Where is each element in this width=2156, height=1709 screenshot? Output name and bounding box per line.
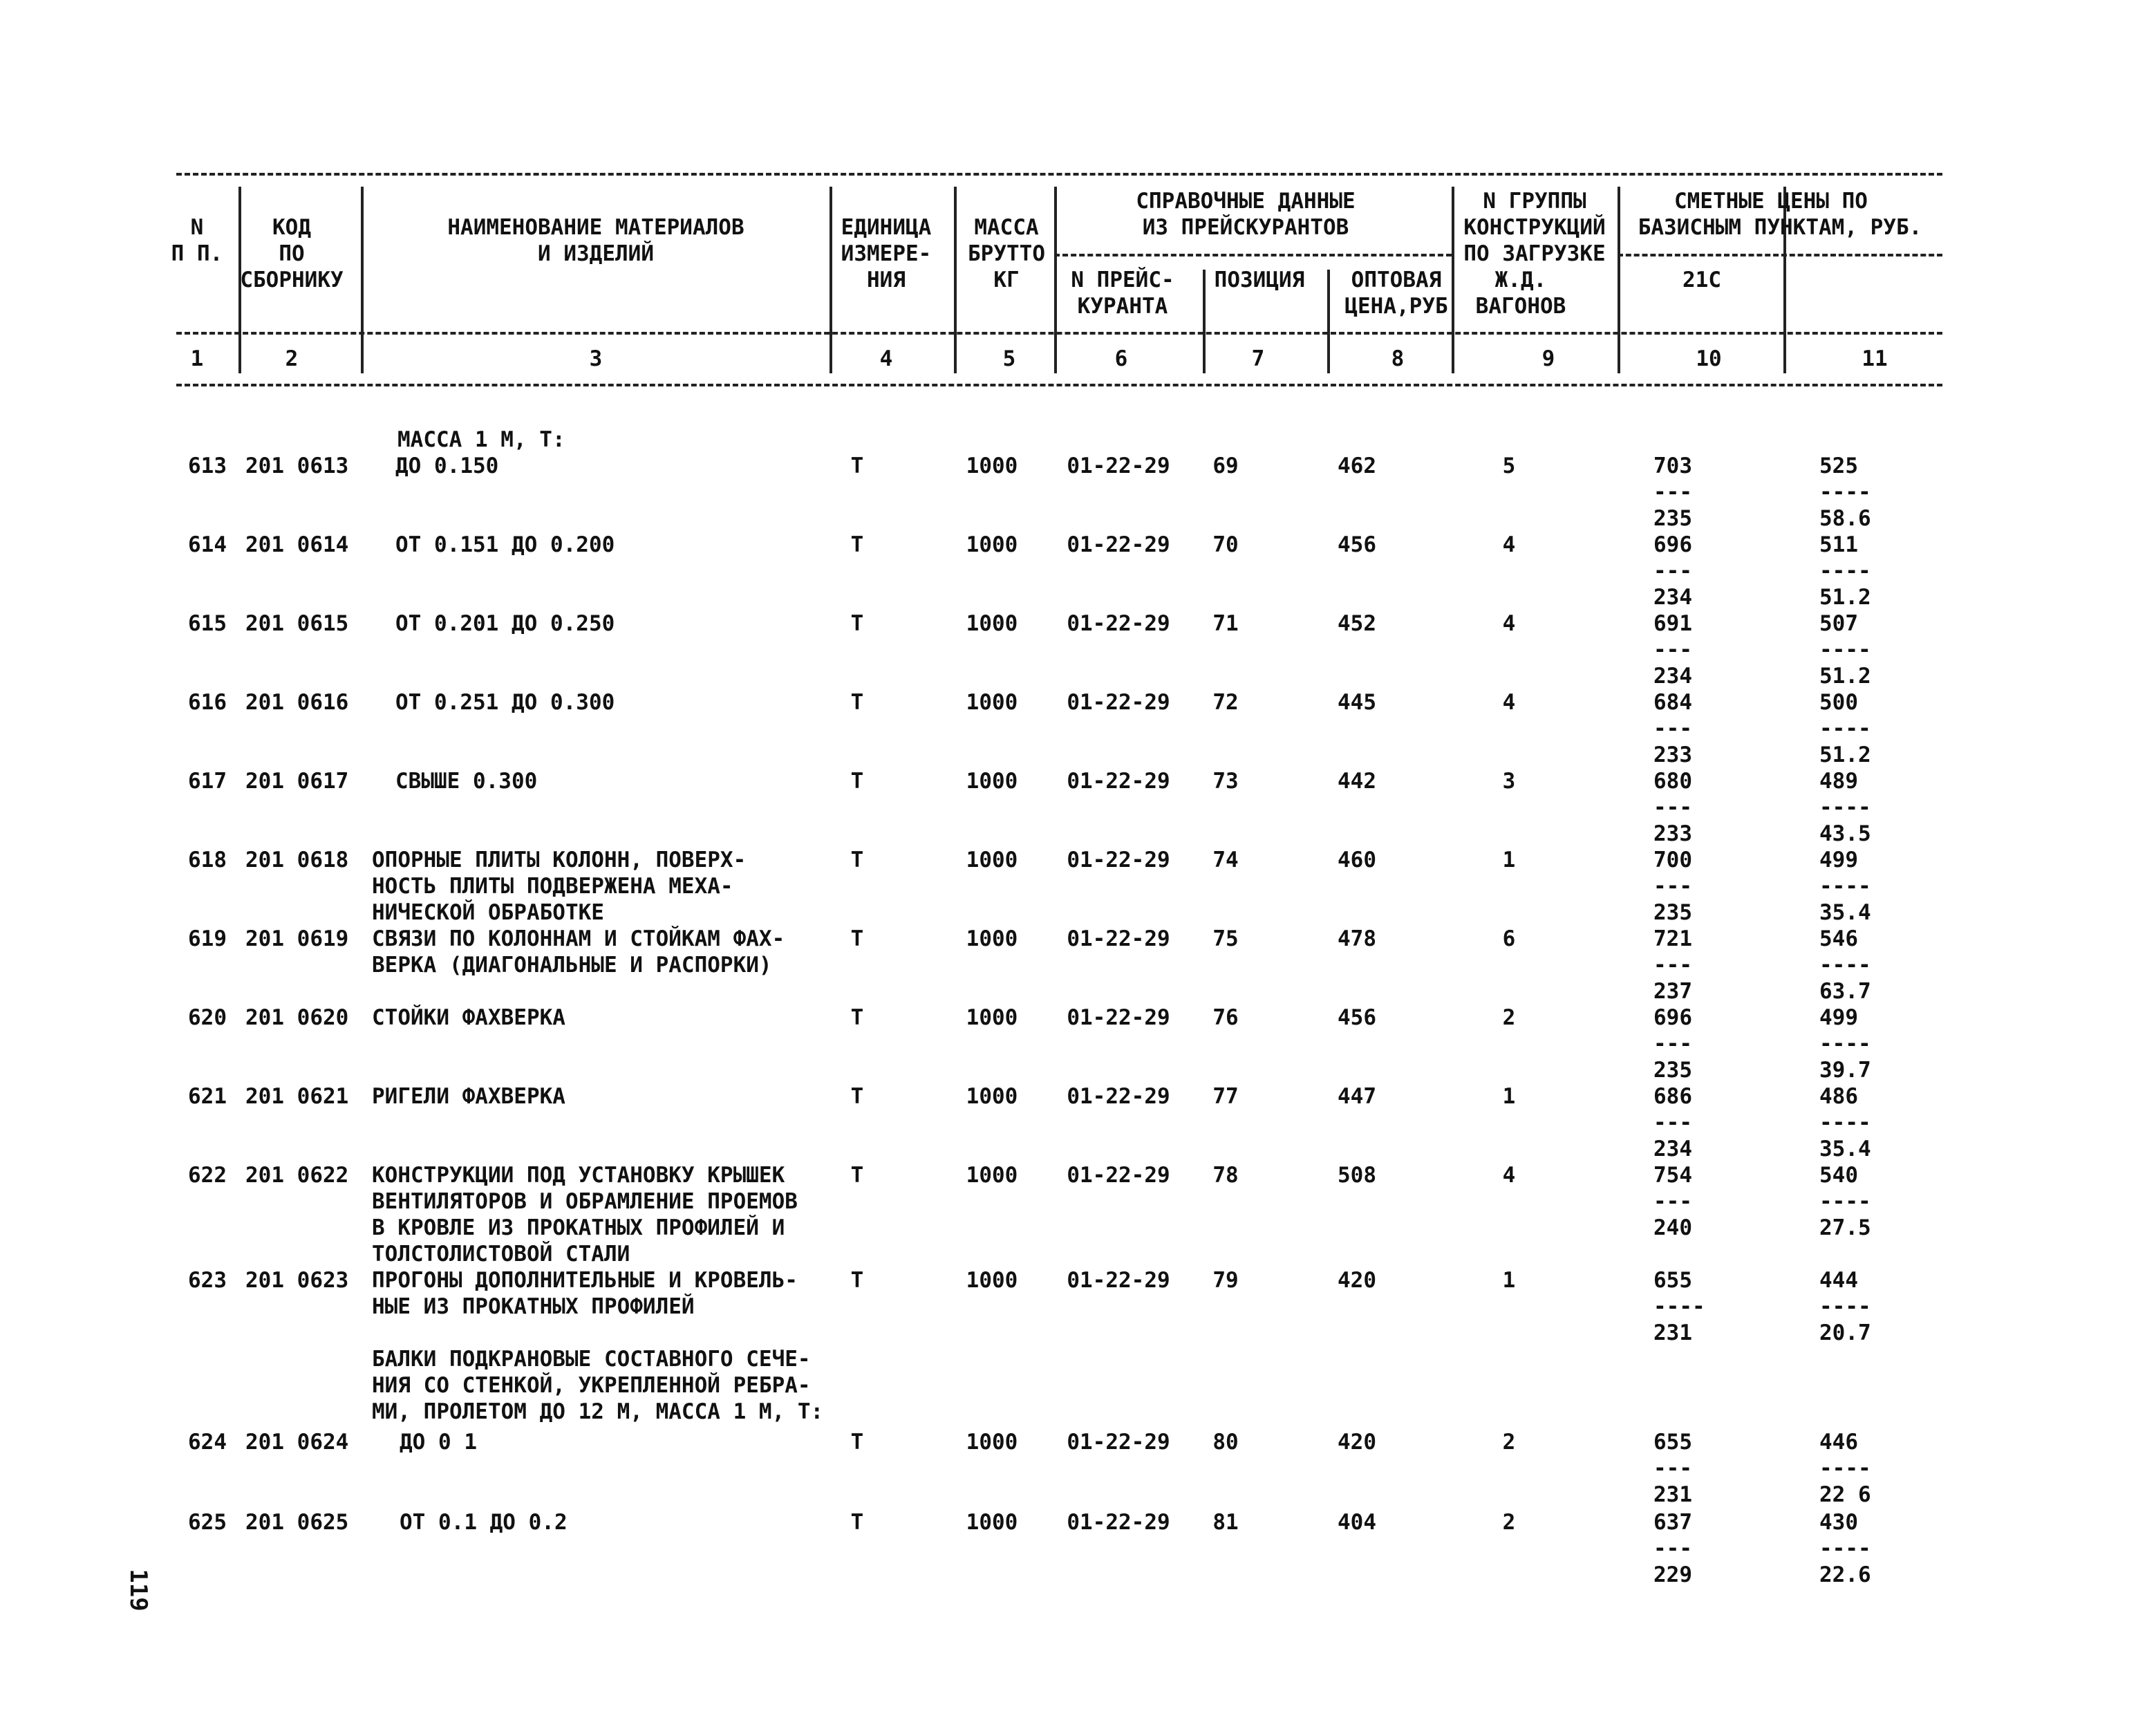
row-pricelist: 01-22-29	[1067, 1005, 1170, 1030]
row-c11-dash: ----	[1819, 480, 1871, 505]
row-name-line: НЫЕ ИЗ ПРОКАТНЫХ ПРОФИЛЕЙ	[372, 1294, 695, 1319]
header-group-smetnye-line: СМЕТНЫЕ ЦЕНЫ ПО	[1674, 189, 1868, 214]
row-position: 73	[1212, 769, 1239, 794]
row-position: 79	[1212, 1268, 1239, 1293]
row-c11-dash: ----	[1819, 795, 1871, 820]
row-c11-dash: ----	[1819, 874, 1871, 899]
row-c10-bottom: 235	[1653, 900, 1692, 925]
row-name-line: ОТ 0.151 ДО 0.200	[395, 532, 615, 557]
row-c10-bottom: 233	[1653, 743, 1692, 767]
row-c11-bottom: 22 6	[1819, 1482, 1871, 1507]
row-c11-dash: ----	[1819, 953, 1871, 978]
row-wholesale-price: 404	[1338, 1510, 1376, 1535]
row-unit: Т	[850, 926, 864, 951]
row-c11-dash: ----	[1819, 1110, 1871, 1135]
row-mass: 1000	[966, 926, 1018, 951]
table-column-divider	[1203, 270, 1206, 373]
row-c11-dash: ----	[1819, 559, 1871, 583]
row-unit: Т	[850, 1163, 864, 1188]
header-column-number: 4	[879, 346, 893, 371]
row-c11-dash: ----	[1819, 716, 1871, 741]
row-c11-top: 500	[1819, 690, 1858, 715]
row-position: 76	[1212, 1005, 1239, 1030]
header-column-number: 7	[1251, 346, 1265, 371]
row-number: 616	[188, 690, 227, 715]
row-c10-bottom: 234	[1653, 585, 1692, 610]
row-name-line: СВЫШЕ 0.300	[395, 769, 538, 794]
row-position: 77	[1212, 1084, 1239, 1109]
row-c10-dash: ---	[1653, 480, 1692, 505]
row-number: 622	[188, 1163, 227, 1188]
section-heading: МАССА 1 М, Т:	[397, 427, 565, 452]
row-c11-bottom: 35.4	[1819, 1137, 1871, 1161]
row-c11-dash: ----	[1819, 637, 1871, 662]
row-unit: Т	[850, 1430, 864, 1455]
row-c10-dash: ---	[1653, 953, 1692, 978]
section-heading: НИЯ СО СТЕНКОЙ, УКРЕПЛЕННОЙ РЕБРА-	[372, 1373, 811, 1398]
header-col1-line: П П.	[171, 241, 223, 266]
row-c11-top: 540	[1819, 1163, 1858, 1188]
header-group-spravochnye-line: ИЗ ПРЕЙСКУРАНТОВ	[1142, 215, 1349, 240]
row-c10-bottom: 233	[1653, 821, 1692, 846]
row-mass: 1000	[966, 532, 1018, 557]
row-number: 620	[188, 1005, 227, 1030]
row-unit: Т	[850, 1084, 864, 1109]
row-code: 201 0617	[245, 769, 349, 794]
row-code: 201 0618	[245, 848, 349, 872]
row-number: 623	[188, 1268, 227, 1293]
row-group: 4	[1502, 611, 1516, 636]
header-column-number: 9	[1541, 346, 1555, 371]
row-c10-top: 691	[1653, 611, 1692, 636]
row-c10-bottom: 235	[1653, 506, 1692, 531]
row-pricelist: 01-22-29	[1067, 1510, 1170, 1535]
row-name-line: ОТ 0.251 ДО 0.300	[395, 690, 615, 715]
header-col5-line: МАССА	[974, 215, 1039, 240]
row-group: 1	[1502, 1084, 1516, 1109]
row-c10-top: 703	[1653, 454, 1692, 478]
row-name-line: ОТ 0.1 ДО 0.2	[400, 1510, 568, 1535]
row-code: 201 0616	[245, 690, 349, 715]
header-col4-line: ИЗМЕРЕ-	[841, 241, 932, 266]
row-c11-bottom: 63.7	[1819, 979, 1871, 1004]
row-c10-top: 684	[1653, 690, 1692, 715]
row-mass: 1000	[966, 1268, 1018, 1293]
row-wholesale-price: 456	[1338, 1005, 1376, 1030]
row-number: 619	[188, 926, 227, 951]
row-c11-dash: ----	[1819, 1294, 1871, 1319]
row-mass: 1000	[966, 1163, 1018, 1188]
row-c11-bottom: 22.6	[1819, 1562, 1871, 1587]
row-c11-top: 511	[1819, 532, 1858, 557]
header-col3-line: И ИЗДЕЛИЙ	[538, 241, 654, 266]
header-column-number: 5	[1002, 346, 1016, 371]
row-c10-bottom: 240	[1653, 1215, 1692, 1240]
row-group: 5	[1502, 454, 1516, 478]
row-c11-dash: ----	[1819, 1031, 1871, 1056]
row-c11-bottom: 39.7	[1819, 1058, 1871, 1083]
row-mass: 1000	[966, 611, 1018, 636]
header-group-rule	[1054, 254, 1452, 256]
table-column-divider	[954, 187, 957, 373]
header-col9-line: ВАГОНОВ	[1475, 294, 1566, 319]
row-c10-bottom: 237	[1653, 979, 1692, 1004]
header-col9-line: N ГРУППЫ	[1483, 189, 1586, 214]
row-position: 75	[1212, 926, 1239, 951]
row-code: 201 0619	[245, 926, 349, 951]
row-name-line: ОТ 0.201 ДО 0.250	[395, 611, 615, 636]
row-c11-top: 499	[1819, 1005, 1858, 1030]
header-group-smetnye-line: БАЗИСНЫМ ПУНКТАМ, РУБ.	[1638, 215, 1922, 240]
row-mass: 1000	[966, 454, 1018, 478]
row-unit: Т	[850, 611, 864, 636]
row-pricelist: 01-22-29	[1067, 532, 1170, 557]
header-top-rule	[176, 173, 1942, 176]
row-c10-dash: ----	[1653, 1294, 1705, 1319]
row-group: 2	[1502, 1510, 1516, 1535]
table-column-divider	[1452, 187, 1454, 373]
row-code: 201 0623	[245, 1268, 349, 1293]
row-c11-dash: ----	[1819, 1189, 1871, 1214]
row-unit: Т	[850, 769, 864, 794]
header-col4-line: НИЯ	[867, 268, 906, 292]
row-c10-dash: ---	[1653, 716, 1692, 741]
row-mass: 1000	[966, 1510, 1018, 1535]
row-wholesale-price: 420	[1338, 1430, 1376, 1455]
row-number: 615	[188, 611, 227, 636]
table-column-divider	[1618, 187, 1620, 373]
row-c11-bottom: 43.5	[1819, 821, 1871, 846]
table-column-divider	[1054, 187, 1057, 373]
row-wholesale-price: 478	[1338, 926, 1376, 951]
row-c10-dash: ---	[1653, 637, 1692, 662]
row-c10-dash: ---	[1653, 1456, 1692, 1481]
header-col3-line: НАИМЕНОВАНИЕ МАТЕРИАЛОВ	[447, 215, 744, 240]
header-col4-line: ЕДИНИЦА	[841, 215, 932, 240]
header-col8-line: ОПТОВАЯ	[1351, 268, 1442, 292]
row-unit: Т	[850, 1510, 864, 1535]
row-mass: 1000	[966, 848, 1018, 872]
row-c11-bottom: 51.2	[1819, 743, 1871, 767]
row-name-line: СВЯЗИ ПО КОЛОННАМ И СТОЙКАМ ФАХ-	[372, 926, 785, 951]
row-c11-bottom: 58.6	[1819, 506, 1871, 531]
row-mass: 1000	[966, 1084, 1018, 1109]
header-column-number: 10	[1696, 346, 1722, 371]
header-col9-line: ПО ЗАГРУЗКЕ	[1463, 241, 1606, 266]
row-number: 618	[188, 848, 227, 872]
row-position: 69	[1212, 454, 1239, 478]
header-column-number: 8	[1391, 346, 1405, 371]
row-name-line: КОНСТРУКЦИИ ПОД УСТАНОВКУ КРЫШЕК	[372, 1163, 785, 1188]
row-c10-dash: ---	[1653, 559, 1692, 583]
row-name-line: НОСТЬ ПЛИТЫ ПОДВЕРЖЕНА МЕХА-	[372, 874, 733, 899]
header-column-number: 11	[1862, 346, 1888, 371]
header-col5-line: БРУТТО	[968, 241, 1045, 266]
row-c11-top: 430	[1819, 1510, 1858, 1535]
row-group: 4	[1502, 532, 1516, 557]
row-pricelist: 01-22-29	[1067, 1268, 1170, 1293]
row-c10-dash: ---	[1653, 1189, 1692, 1214]
row-wholesale-price: 420	[1338, 1268, 1376, 1293]
row-name-line: СТОЙКИ ФАХВЕРКА	[372, 1005, 565, 1030]
row-unit: Т	[850, 454, 864, 478]
row-c11-bottom: 51.2	[1819, 664, 1871, 689]
table-column-divider	[1327, 270, 1330, 373]
row-code: 201 0613	[245, 454, 349, 478]
row-position: 80	[1212, 1430, 1239, 1455]
table-column-divider	[361, 187, 364, 373]
row-group: 4	[1502, 690, 1516, 715]
row-code: 201 0615	[245, 611, 349, 636]
row-c10-bottom: 234	[1653, 664, 1692, 689]
page-number: 119	[124, 1569, 152, 1612]
row-unit: Т	[850, 848, 864, 872]
row-c10-bottom: 229	[1653, 1562, 1692, 1587]
row-c11-top: 486	[1819, 1084, 1858, 1109]
row-c10-bottom: 234	[1653, 1137, 1692, 1161]
header-col9-line: КОНСТРУКЦИЙ	[1463, 215, 1606, 240]
header-group-spravochnye-line: СПРАВОЧНЫЕ ДАННЫЕ	[1136, 189, 1356, 214]
row-wholesale-price: 508	[1338, 1163, 1376, 1188]
row-position: 71	[1212, 611, 1239, 636]
row-c10-top: 696	[1653, 532, 1692, 557]
row-c11-top: 446	[1819, 1430, 1858, 1455]
row-c11-bottom: 51.2	[1819, 585, 1871, 610]
row-code: 201 0625	[245, 1510, 349, 1535]
row-c10-top: 680	[1653, 769, 1692, 794]
row-name-line: НИЧЕСКОЙ ОБРАБОТКЕ	[372, 900, 604, 925]
row-c11-bottom: 35.4	[1819, 900, 1871, 925]
row-c10-bottom: 231	[1653, 1320, 1692, 1345]
row-number: 614	[188, 532, 227, 557]
row-unit: Т	[850, 690, 864, 715]
row-c11-top: 489	[1819, 769, 1858, 794]
row-c10-dash: ---	[1653, 795, 1692, 820]
row-number: 613	[188, 454, 227, 478]
row-pricelist: 01-22-29	[1067, 848, 1170, 872]
row-name-line: ПРОГОНЫ ДОПОЛНИТЕЛЬНЫЕ И КРОВЕЛЬ-	[372, 1268, 798, 1293]
row-name-line: ВЕРКА (ДИАГОНАЛЬНЫЕ И РАСПОРКИ)	[372, 953, 772, 978]
row-group: 2	[1502, 1430, 1516, 1455]
header-col6-line: N ПРЕЙС-	[1071, 268, 1174, 292]
header-col2-line: КОД	[272, 215, 311, 240]
row-pricelist: 01-22-29	[1067, 1163, 1170, 1188]
row-c10-top: 637	[1653, 1510, 1692, 1535]
row-c10-dash: ---	[1653, 1536, 1692, 1561]
row-c11-bottom: 27.5	[1819, 1215, 1871, 1240]
row-wholesale-price: 445	[1338, 690, 1376, 715]
row-group: 1	[1502, 848, 1516, 872]
header-column-number: 3	[589, 346, 603, 371]
row-position: 81	[1212, 1510, 1239, 1535]
row-code: 201 0622	[245, 1163, 349, 1188]
row-position: 72	[1212, 690, 1239, 715]
row-c10-bottom: 231	[1653, 1482, 1692, 1507]
row-unit: Т	[850, 1268, 864, 1293]
header-col6-line: КУРАНТА	[1077, 294, 1168, 319]
column-numbers-bottom-rule	[176, 384, 1942, 386]
row-mass: 1000	[966, 769, 1018, 794]
header-column-number: 2	[285, 346, 299, 371]
row-c11-top: 507	[1819, 611, 1858, 636]
row-group: 3	[1502, 769, 1516, 794]
section-heading: МИ, ПРОЛЕТОМ ДО 12 М, МАССА 1 М, Т:	[372, 1399, 824, 1424]
row-wholesale-price: 456	[1338, 532, 1376, 557]
row-c11-top: 444	[1819, 1268, 1858, 1293]
header-col5-line: КГ	[993, 268, 1020, 292]
row-position: 70	[1212, 532, 1239, 557]
row-c10-dash: ---	[1653, 874, 1692, 899]
row-mass: 1000	[966, 1430, 1018, 1455]
row-code: 201 0621	[245, 1084, 349, 1109]
row-number: 624	[188, 1430, 227, 1455]
row-code: 201 0614	[245, 532, 349, 557]
row-unit: Т	[850, 532, 864, 557]
row-number: 621	[188, 1084, 227, 1109]
row-name-line: В КРОВЛЕ ИЗ ПРОКАТНЫХ ПРОФИЛЕЙ И	[372, 1215, 785, 1240]
row-name-line: ОПОРНЫЕ ПЛИТЫ КОЛОНН, ПОВЕРХ-	[372, 848, 747, 872]
row-c11-bottom: 20.7	[1819, 1320, 1871, 1345]
header-column-number: 1	[190, 346, 204, 371]
header-col7-line: ПОЗИЦИЯ	[1214, 268, 1305, 292]
row-name-line: ДО 0 1	[400, 1430, 477, 1455]
row-position: 78	[1212, 1163, 1239, 1188]
row-wholesale-price: 447	[1338, 1084, 1376, 1109]
row-c11-top: 525	[1819, 454, 1858, 478]
row-position: 74	[1212, 848, 1239, 872]
row-group: 2	[1502, 1005, 1516, 1030]
row-code: 201 0624	[245, 1430, 349, 1455]
row-mass: 1000	[966, 1005, 1018, 1030]
row-c10-dash: ---	[1653, 1110, 1692, 1135]
row-pricelist: 01-22-29	[1067, 1430, 1170, 1455]
header-col1-line: N	[190, 215, 204, 240]
row-wholesale-price: 462	[1338, 454, 1376, 478]
row-pricelist: 01-22-29	[1067, 690, 1170, 715]
header-col8-line: ЦЕНА,РУБ	[1344, 294, 1448, 319]
row-name-line: ВЕНТИЛЯТОРОВ И ОБРАМЛЕНИЕ ПРОЕМОВ	[372, 1189, 798, 1214]
row-c10-top: 655	[1653, 1268, 1692, 1293]
header-column-number: 6	[1114, 346, 1128, 371]
row-c10-dash: ---	[1653, 1031, 1692, 1056]
row-c10-top: 721	[1653, 926, 1692, 951]
row-name-line: ДО 0.150	[395, 454, 499, 478]
row-pricelist: 01-22-29	[1067, 926, 1170, 951]
row-c11-dash: ----	[1819, 1536, 1871, 1561]
row-code: 201 0620	[245, 1005, 349, 1030]
table-column-divider	[829, 187, 832, 373]
header-col9-line: Ж.Д.	[1494, 268, 1547, 292]
row-group: 4	[1502, 1163, 1516, 1188]
row-group: 1	[1502, 1268, 1516, 1293]
header-col2-line: СБОРНИКУ	[240, 268, 344, 292]
row-name-line: ТОЛСТОЛИСТОВОЙ СТАЛИ	[372, 1242, 630, 1267]
row-c10-top: 686	[1653, 1084, 1692, 1109]
row-wholesale-price: 442	[1338, 769, 1376, 794]
header-group-rule	[1618, 254, 1942, 256]
header-col10-line: 21С	[1682, 268, 1721, 292]
row-c10-top: 696	[1653, 1005, 1692, 1030]
row-number: 625	[188, 1510, 227, 1535]
row-group: 6	[1502, 926, 1516, 951]
row-c10-top: 700	[1653, 848, 1692, 872]
row-wholesale-price: 460	[1338, 848, 1376, 872]
row-c11-top: 499	[1819, 848, 1858, 872]
row-pricelist: 01-22-29	[1067, 1084, 1170, 1109]
row-pricelist: 01-22-29	[1067, 454, 1170, 478]
row-wholesale-price: 452	[1338, 611, 1376, 636]
section-heading: БАЛКИ ПОДКРАНОВЫЕ СОСТАВНОГО СЕЧЕ-	[372, 1347, 811, 1372]
row-mass: 1000	[966, 690, 1018, 715]
row-c11-dash: ----	[1819, 1456, 1871, 1481]
row-pricelist: 01-22-29	[1067, 769, 1170, 794]
row-pricelist: 01-22-29	[1067, 611, 1170, 636]
row-c11-top: 546	[1819, 926, 1858, 951]
row-c10-top: 655	[1653, 1430, 1692, 1455]
row-name-line: РИГЕЛИ ФАХВЕРКА	[372, 1084, 565, 1109]
row-number: 617	[188, 769, 227, 794]
row-c10-top: 754	[1653, 1163, 1692, 1188]
row-c10-bottom: 235	[1653, 1058, 1692, 1083]
row-unit: Т	[850, 1005, 864, 1030]
header-col2-line: ПО	[279, 241, 305, 266]
header-bottom-rule	[176, 332, 1942, 335]
